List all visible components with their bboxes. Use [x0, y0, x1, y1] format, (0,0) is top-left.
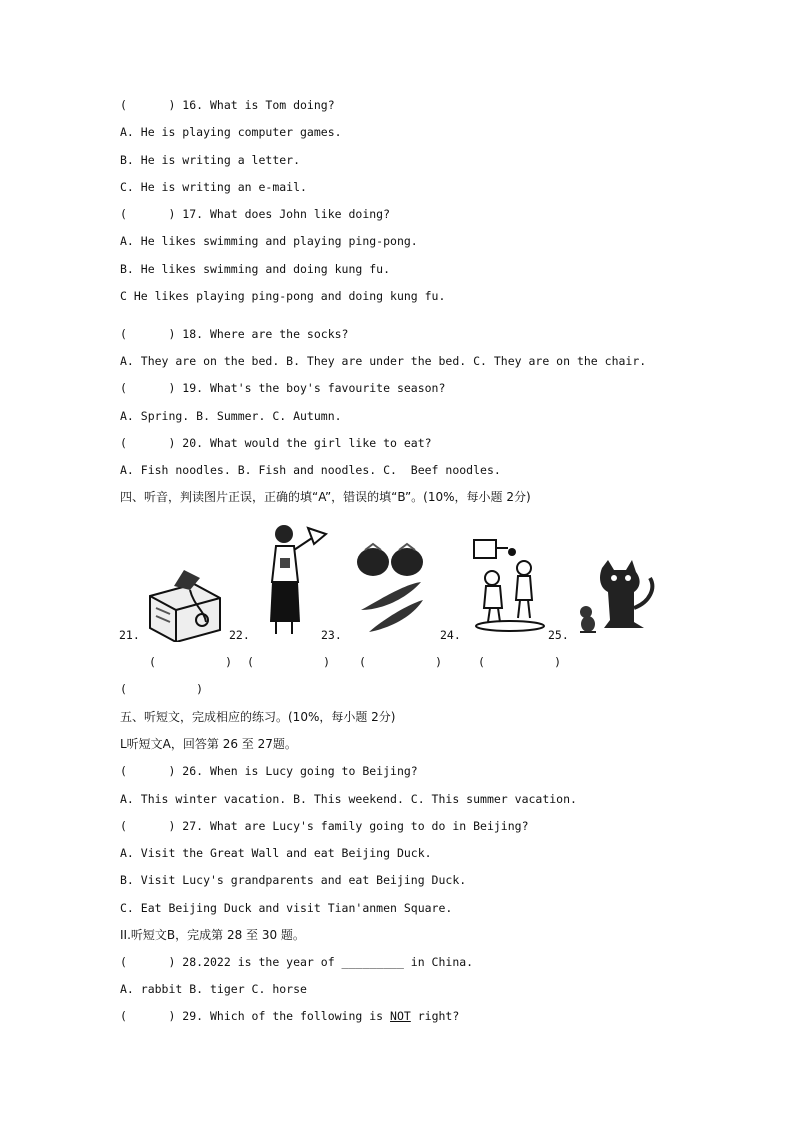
q16-option-a: A. He is playing computer games.	[120, 125, 342, 139]
q26-options: A. This winter vacation. B. This weekend. C. This summer vacation.	[120, 792, 577, 806]
answer-blank-21: ( )	[149, 655, 233, 669]
woman-with-triangle-image	[262, 522, 332, 636]
answer-blank-22: ( )	[247, 655, 331, 669]
section5-heading: 五、听短文，完成相应的练习。(10%，每小题 2分)	[120, 710, 396, 724]
q26-stem: ( ) 26. When is Lucy going to Beijing?	[120, 764, 418, 778]
q20-stem: ( ) 20. What would the girl like to eat?	[120, 436, 432, 450]
q29-stem	[120, 1009, 459, 1023]
q29-stem-pre: ( ) 29. Which of the following is	[120, 1009, 391, 1023]
q16-stem: ( ) 16. What is Tom doing?	[120, 98, 335, 112]
q17-option-a: A. He likes swimming and playing ping-pong.	[120, 234, 418, 248]
picture-number-22: 22.	[229, 628, 250, 642]
picture-number-21: 21.	[119, 628, 140, 642]
answer-blank-25: ( )	[120, 682, 204, 696]
q19-stem: ( ) 19. What's the boy's favourite season?	[120, 381, 446, 395]
q19-options: A. Spring. B. Summer. C. Autumn.	[120, 409, 342, 423]
q27-option-a: A. Visit the Great Wall and eat Beijing Duck.	[120, 846, 432, 860]
q27-option-b: B. Visit Lucy's grandparents and eat Beijing Duck.	[120, 873, 467, 887]
q17-option-c: C He likes playing ping-pong and doing kung fu.	[120, 289, 446, 303]
q28-stem: ( ) 28.2022 is the year of _________ in China.	[120, 955, 474, 969]
picture-number-25: 25.	[548, 628, 569, 642]
basketball-children-image	[472, 538, 548, 634]
tomatoes-and-peas-image	[355, 540, 427, 638]
kite-box-image	[144, 566, 224, 642]
section5-part1: L听短文A，回答第 26 至 27题。	[120, 737, 297, 751]
section4-heading: 四、听音，判读图片正误，正确的填“A”，错误的填“B”。(10%，每小题 2分)	[120, 490, 531, 504]
cat-and-mouse-image	[574, 558, 660, 636]
picture-number-24: 24.	[440, 628, 461, 642]
section5-part2: II.听短文B，完成第 28 至 30 题。	[120, 928, 305, 942]
answer-blank-23: ( )	[359, 655, 443, 669]
q18-stem: ( ) 18. Where are the socks?	[120, 327, 349, 341]
q29-not-emphasis: NOT	[390, 1009, 411, 1023]
q17-option-b: B. He likes swimming and doing kung fu.	[120, 262, 391, 276]
q27-stem: ( ) 27. What are Lucy's family going to do in Beijing?	[120, 819, 529, 833]
q18-options: A. They are on the bed. B. They are under the bed. C. They are on the chair.	[120, 354, 647, 368]
q20-options: A. Fish noodles. B. Fish and noodles. C. Beef noodles.	[120, 463, 501, 477]
answer-blank-24: ( )	[478, 655, 562, 669]
q28-options: A. rabbit B. tiger C. horse	[120, 982, 307, 996]
q27-option-c: C. Eat Beijing Duck and visit Tian'anmen Square.	[120, 901, 453, 915]
q29-stem-post: right?	[410, 1009, 460, 1023]
picture-number-23: 23.	[321, 628, 342, 642]
q17-stem: ( ) 17. What does John like doing?	[120, 207, 391, 221]
q16-option-b: B. He is writing a letter.	[120, 153, 301, 167]
q16-option-c: C. He is writing an e-mail.	[120, 180, 307, 194]
